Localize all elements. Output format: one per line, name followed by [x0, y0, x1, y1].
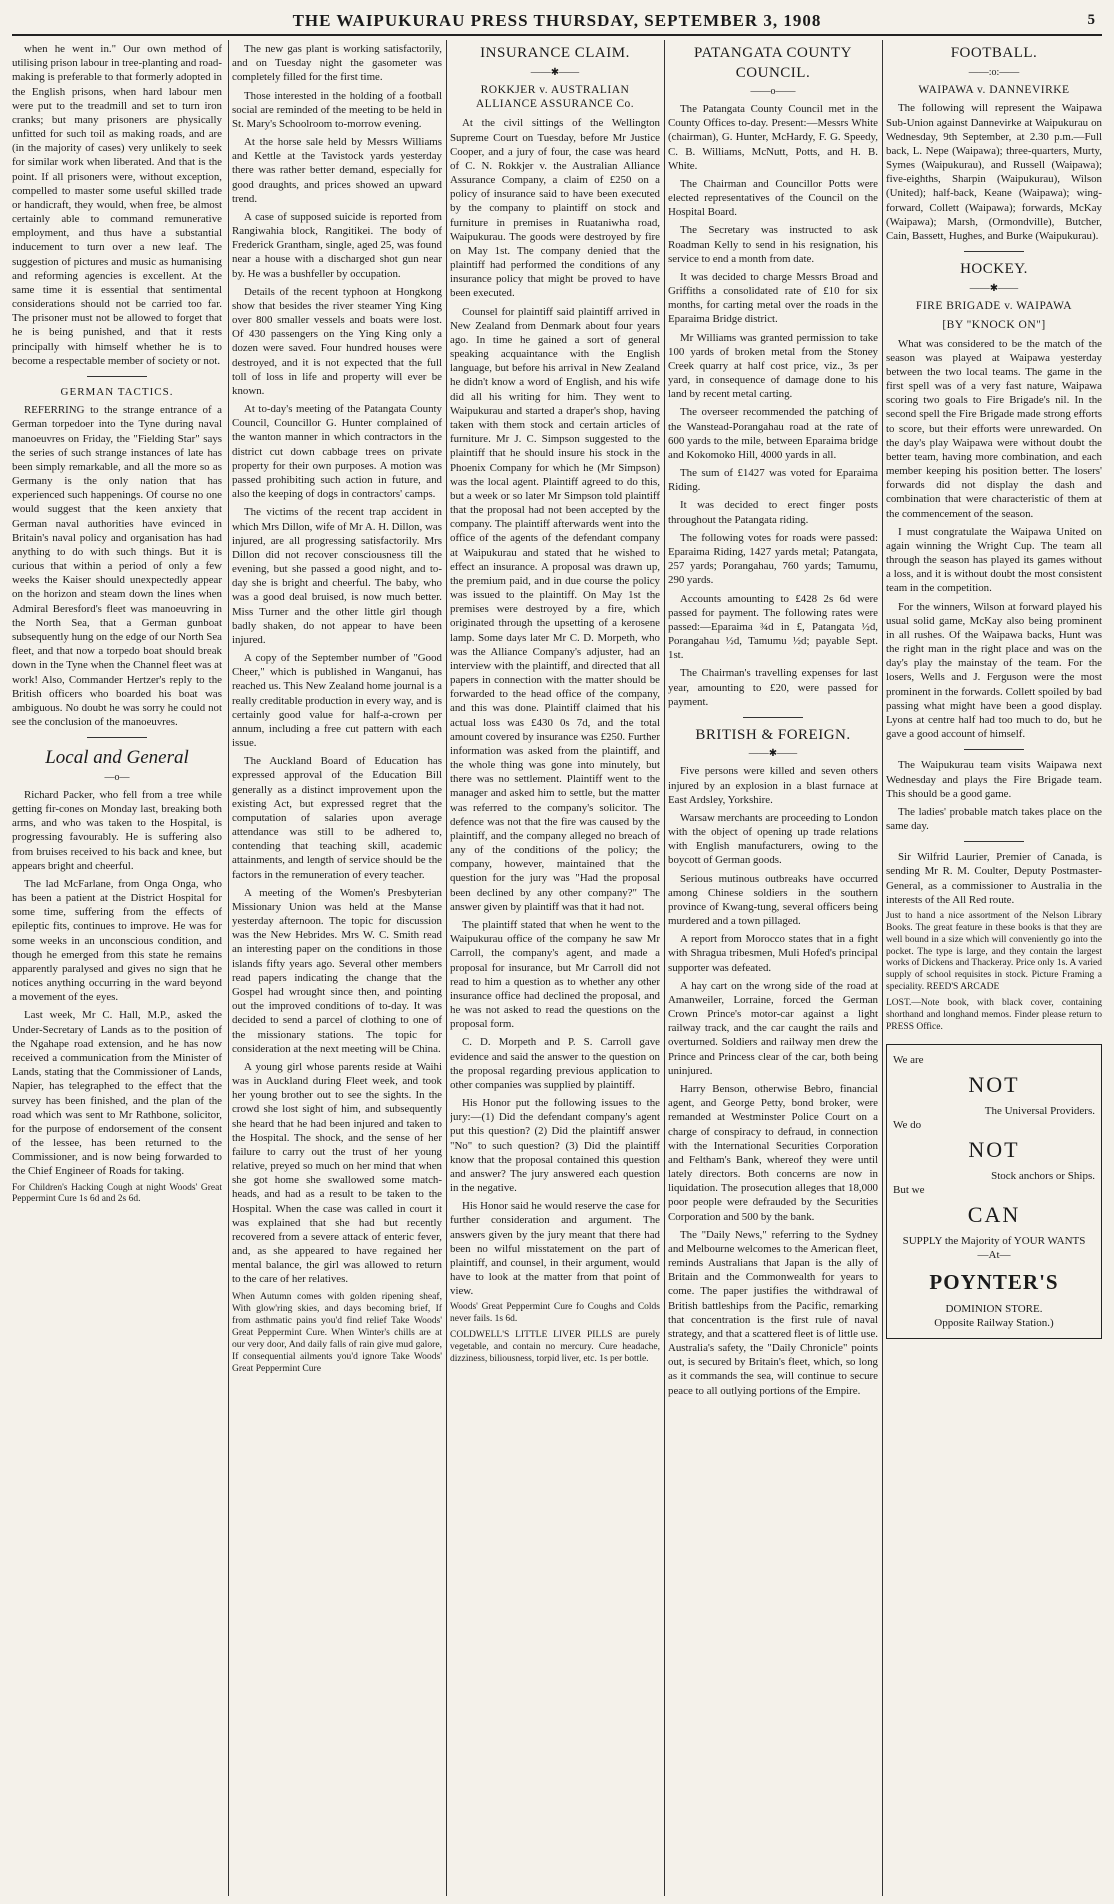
- article-paragraph: A meeting of the Women's Presbyterian Missionary Union was held at the Manse yesterday afternoon. The topic for discussion was the New Hebrides. Mrs W. C. Smith read an interesting paper on the conditions in those islands fifty years ago. Several other members read papers indicating the change that the Gospel had wrought since then, and pointing out the improved conditions of to-day. It was decided to send a parcel of clothing to one of the missionary stations. The topic for consideration at the next meeting will be China.: [232, 886, 442, 1055]
- store-name: POYNTER'S: [929, 1269, 1059, 1294]
- article-paragraph: The Auckland Board of Education has expressed approval of the Education Bill generally as a distinct improvement upon the existing Act, but expressed regret that the computation of salaries upon average attendance was still to be adhered to, contending that teaching skill, academic attainments, and length of service should be the factors in the remuneration of every teacher.: [232, 755, 442, 881]
- article-paragraph: Details of the recent typhoon at Hongkong show that besides the river steamer Ying King over 800 smaller vessels and boats were lost. Of 430 passengers on the Ying King only a dozen were saved. Four hundred houses were destroyed, and it is not expected that the full toll of loss in life and property will ever be known.: [232, 285, 442, 397]
- advertisement: For Children's Hacking Cough at night Woods' Great Peppermint Cure 1s 6d and 2s 6d.: [12, 1182, 222, 1205]
- advertisement: LOST.—Note book, with black cover, containing shorthand and longhand memos. Finder please return to PRESS Office.: [886, 998, 1102, 1032]
- article-paragraph: The Chairman and Councillor Potts were elected representatives of the Council on the Hospital Board.: [668, 177, 878, 219]
- column-3: [450, 42, 660, 1898]
- ornament: ——✱——: [969, 282, 1019, 294]
- advertisement-verse: When Autumn comes with golden ripening sheaf, With glow'ring skies, and days becoming brief, If from asthmatic pains you'd find relief Take Woods' Great Peppermint Cure. When Winter's chills are at our very door, And daily falls of rain give mud galore, If consequential ailments you'd ignore Take Woods' Great Peppermint Cure: [232, 1290, 442, 1374]
- article-heading: HOCKEY.: [960, 261, 1028, 278]
- article-paragraph: Counsel for plaintiff said plaintiff arrived in New Zealand from Denmark about four years ago. In time he gained a sort of general speaking acquaintance with the English language, but before his arrival in New Zealand he didn't know a word of English, and his wife did all his writing for him. They went to Waipukurau and started a draper's shop, having taken with them stock and certain articles of furniture. Mr J. C. Simpson suggested to the plaintiff that he should insure his stock in the Phoenix Company for which he (Mr Simpson) was the local agent. Plaintiff agreed to do this, but a week or so later Mr Simpson told plaintiff that the proposal had not been accepted by the company. The plaintiff afterwards went into the office of the agents of the defendant company at Waipukurau and stated that he wished to effect an insurance. A proposal was drawn up, the premium paid, and in due course the policy was issued to the plaintiff. On May 1st the premises were destroyed by a fire, which originated through the upsetting of a kerosene lamp. Some days later Mr C. D. Morpeth, who was the Alliance Company's adjuster, had an interview with the plaintiff, and directed that all papers in connection with the matter should be forwarded to the head office of the company, and this was done. Plaintiff claimed that his actual loss was £430 0s 7d, and the total amount covered by insurance was £250. Further information was asked from the plaintiff, and the whole thing was gone into minutely, but there was no settlement. Plaintiff went to the manager and asked him to settle, but the matter was referred to the company's solicitor. The defence was not that the fire was caused by the plaintiff, and the company alleged no breach of any of the conditions of the policy; the company, however, maintained that the question for the jury was "Had the proposal been declined by any other company?" The answer given by plaintiff was that it had not.: [450, 305, 660, 913]
- ad-line: The Universal Providers.: [984, 1104, 1095, 1117]
- article-paragraph: The "Daily News," referring to the Sydney and Melbourne welcomes to the American fleet, reminds Australians that Japan is the ally of Britain and the Commonwealth for years to come. The paper justifies the withdrawal of British battleships from the Pacific, remarking that concentration is the first rule of naval strategy, and that a scattered fleet is of little use. Australia's safety, the "Daily Chronicle" points out, is secured by Britain's fleet, which, so long as it commands the sea, will continue to secure peace to all outlying portions of the Empire.: [668, 1228, 878, 1397]
- separator: [964, 749, 1024, 750]
- article-paragraph: The new gas plant is working satisfactorily, and on Tuesday night the gasometer was completely filled for the first time.: [232, 43, 442, 84]
- ad-line: We are: [893, 1053, 924, 1066]
- article-paragraph: The following votes for roads were passed: Eparaima Riding, 1427 yards metal; Patangata, 257 yards; Porangahau, 760 yards; Tamumu, 290 yards.: [668, 531, 878, 587]
- article-paragraph: Warsaw merchants are proceeding to London with the object of opening up trade relations with English manufacturers, owing to the boycott of German goods.: [668, 811, 878, 867]
- ornament: ——:o:——: [968, 66, 1020, 78]
- advertisement: Just to hand a nice assortment of the Nelson Library Books. The great feature in these books is that they are well bound in a size which will conveniently go into the pocket. The type is large, and they contain the largest works of Dickens and Thackeray. Price only 1s. A varied supply of school requisites in stock. Picture Framing a speciality. REED'S ARCADE: [886, 910, 1102, 993]
- separator: [964, 251, 1024, 252]
- section-heading: BRITISH & FOREIGN.: [695, 726, 851, 743]
- ad-line: But we: [893, 1184, 925, 1197]
- article-paragraph: Sir Wilfrid Laurier, Premier of Canada, is sending Mr R. M. Coulter, Deputy Postmaster-General, as a commissioner to Australia in the interests of the All Red route.: [886, 851, 1102, 906]
- ad-line: SUPPLY the Majority of YOUR WANTS: [902, 1234, 1086, 1247]
- ornament: ——✱——: [748, 748, 798, 760]
- article-paragraph: The Secretary was instructed to ask Roadman Kelly to send in his resignation, his service to end a month from date.: [668, 224, 878, 265]
- article-paragraph: Mr Williams was granted permission to take 100 yards of broken metal from the Stoney Creek quarry at half cost price, viz., 3s per yard, in consequence of damage done to his land by recent metal carting.: [668, 331, 878, 401]
- article-paragraph: The lad McFarlane, from Onga Onga, who has been a patient at the District Hospital for some time, suffering from the effects of epileptic fits, continues to improve. He was for some weeks in an unconscious condition, and though he emerged from this state he remains apparently paralysed and gives no sign that he notices anything occurring in the ward beyond a movement of the eyes.: [12, 877, 222, 1004]
- article-paragraph: What was considered to be the match of the season was played at Waipawa yesterday between the two local teams. The game in the first spell was of a very fast nature, Waipawa scoring two goals to Fire Brigade's nil. In the second spell the Fire Brigade made strong efforts to score, but their efforts were unrewarded. On the day's play Waipawa were without doubt the better team, having more combination, and each member keeping his position better. The losers' forwards did not display the dash and combination that were characteristic of them at the commencement of the season.: [886, 337, 1102, 520]
- article-paragraph: The Waipukurau team visits Waipawa next Wednesday and plays the Fire Brigade team. This should be a good game.: [886, 759, 1102, 800]
- column-divider: [882, 40, 883, 1896]
- ad-emphasis: CAN: [967, 1202, 1021, 1228]
- store-subtitle: DOMINION STORE.: [945, 1302, 1043, 1315]
- article-paragraph: A hay cart on the wrong side of the road at Amanweiler, Lorraine, forced the German Crown Prince's motor-car against a light railway track, and the car caught the rails and overturned. Soldiers and railway men drew the Prince and Princess clear of the car, both being uninjured.: [668, 979, 878, 1077]
- article-paragraph: REFERRING to the strange entrance of a German torpedoer into the Tyne during naval manoeuvres on Friday, the "Fielding Star" says the series of such strange instances of late has been simply remarkable, and all the more so as Germany is the only nation that has experienced such happenings. Of course no one would suggest that the keen anxiety that German naval authorities have evinced in Britain's naval policy and organisation has had anything to do with such things. But it is curious that within a period of only a few weeks the Kaiser should unexpectedly appear on the horizon and steam down the lines when Admiral Beresford's fleet was manoeuvring in the North Sea, that a German gunboat subsequently hung on the edge of our North Sea fleet, and that now a torpedo boat should break down in the Tyne when the Channel fleet was at work! Also, Commander Hertzer's reply to the British officers who boarded his boat was ambiguous. No doubt he was sorry he could not see the conclusion of the manoeuvres.: [12, 404, 222, 729]
- article-paragraph: The victims of the recent trap accident in which Mrs Dillon, wife of Mr A. H. Dillon, was injured, are all progressing satisfactorily. Mrs Dillon did not recover consciousness till the evening, but she passed a good night, and to-day she is bright and cheerful. The baby, who was a good deal bruised, is now much better. Miss Turner and the other little girl though badly shaken, do not appear to have been injured.: [232, 506, 442, 646]
- separator: [743, 717, 803, 718]
- masthead-title: THE WAIPUKURAU PRESS THURSDAY, SEPTEMBER 3, 1908: [292, 11, 822, 30]
- article-paragraph: A report from Morocco states that in a fight with Shragua tribesmen, Muli Hofed's principal supporter was defeated.: [668, 933, 878, 974]
- article-paragraph: For the winners, Wilson at forward played his usual solid game, McKay also being prominent in all rushes. Of the Waipawa backs, Hunt was the right man in the right place and was on the day's play the mainstay of the team. For the losers, Wells and J. Ferguson were the most prominent in the forwards. Collett spoiled by bad passing what might have been a good display. Lyons at centre half had too much to do, but he gave a good account of himself.: [886, 600, 1102, 741]
- article-paragraph: Serious mutinous outbreaks have occurred among Chinese soldiers in the southern province of Kwang-tung, several officers being murdered and a town pillaged.: [668, 872, 878, 928]
- column-1: [12, 42, 222, 1898]
- article-paragraph: His Honor put the following issues to the jury:—(1) Did the defendant company's agent put this question? (2) Did the plaintiff answer "No" to such question? (3) Did the plaintiff know that the proposal contained this question and answer? The jury answered each question in the negative.: [450, 1097, 660, 1195]
- separator: [964, 841, 1024, 842]
- separator: [87, 376, 147, 377]
- article-paragraph: The overseer recommended the patching of the Wanstead-Porangahau road at the rate of 600 yards to the mile, between Eparaima bridge and Kokomoko Hill, 4000 yards in all.: [668, 406, 878, 461]
- article-paragraph: At to-day's meeting of the Patangata County Council, Councillor G. Hunter complained of the wanton manner in which contractors in the district cut down cabbage trees on private property for their own purposes. A motion was passed prohibiting such action in future, and also the keeping of dogs in contractors' camps.: [232, 403, 442, 501]
- top-rule: [12, 34, 1102, 36]
- article-paragraph: His Honor said he would reserve the case for further consideration and argument. The answers given by the jury meant that there had been no wilful misstatement on the part of plaintiff, and counsel, in their argument, would have to look at the matter from that point of view.: [450, 1200, 660, 1298]
- article-paragraph: Richard Packer, who fell from a tree while getting fir-cones on Monday last, breaking both arms, and who was taken to the Hospital, is progressing favourably. He is suffering also from bruises received to his back and knee, but appears bright and cheerful.: [12, 788, 222, 872]
- ad-emphasis: NOT: [968, 1137, 1020, 1163]
- article-heading: GERMAN TACTICS.: [60, 385, 174, 398]
- page-number: 5: [1087, 12, 1096, 28]
- article-paragraph: The Patangata County Council met in the County Offices to-day. Present:—Messrs White (chairman), G. Hunter, McHardy, F. G. Speedy, C. B. Williams, McNutt, Potts, and H. B. White.: [668, 103, 878, 172]
- column-divider: [446, 40, 447, 1896]
- article-heading: INSURANCE CLAIM.: [480, 45, 630, 61]
- separator: [87, 737, 147, 738]
- store-location: Opposite Railway Station.): [934, 1317, 1054, 1330]
- article-paragraph: It was decided to charge Messrs Broad and Griffiths a consolidated rate of £10 for six months, for carting metal over the roads in the Eparaima Bridge district.: [668, 270, 878, 326]
- ornament: —o—: [104, 771, 130, 783]
- byline: [BY "KNOCK ON"]: [942, 318, 1046, 331]
- article-subheading: FIRE BRIGADE v. WAIPAWA: [915, 299, 1073, 312]
- column-4: [668, 42, 878, 1898]
- article-paragraph: It was decided to erect finger posts throughout the Patangata riding.: [668, 499, 878, 526]
- article-paragraph: Last week, Mr C. Hall, M.P., asked the Under-Secretary of Lands as to the position of the Ngahape road extension, and he has now received a communication from the Minister of Lands, stating that the Commissioner of Lands, Napier, has telegraphed to the effect that the survey has been finished, and the plan of the road which was sent to Mr Rathbone, solicitor, for the purpose of endorsement of the consent of the lessee, has been returned to the Commissioner, and is now being forwarded to the Chief Engineer of Roads for taking.: [12, 1009, 222, 1178]
- article-paragraph: A case of supposed suicide is reported from Rangiwahia block, Rangitikei. The body of Frederick Grantham, single, aged 25, was found near a house with a discharged shot gun near by. He was a bushfeller by occupation.: [232, 210, 442, 280]
- article-paragraph: I must congratulate the Waipawa United on again winning the Wright Cup. The team all through the season has played its games without a loss, and it is without doubt the most consistent team in the competition.: [886, 525, 1102, 595]
- masthead: [0, 10, 1114, 32]
- article-paragraph: Harry Benson, otherwise Bebro, financial agent, and George Petty, bond broker, were remanded at Westminster Police Court on a charge of conspiracy to defraud, in connection with the International Securities Corporation and Feltham's Bank, whereof they were until lately directors. Both concerns are now in liquidation. The prosecution alleges that 18,000 poor people were defrauded by the Securities Corporation and 500 by the bank.: [668, 1082, 878, 1223]
- article-paragraph: Five persons were killed and seven others injured by an explosion in a blast furnace at East Ardsley, Yorkshire.: [668, 765, 878, 806]
- article-paragraph: Those interested in the holding of a football social are reminded of the meeting to be held in St. Mary's Schoolroom to-morrow evening.: [232, 89, 442, 130]
- article-paragraph: The ladies' probable match takes place on the same day.: [886, 805, 1102, 833]
- poynters-advertisement: [886, 1044, 1102, 1340]
- article-paragraph: when he went in." Our own method of utilising prison labour in tree-planting and road-making is preferable to that formerly adopted in the English prisons, when hard labour men were put to the treadmill and set to turn iron cranks; but many prisoners are physically unfitted for such toil as making roads, and are (in the majority of cases) very unlikely to seek for similar work when liberated. And that is the point. If all prisoners were, without exception, compelled to master some useful skilled trade or handicraft, they would, when free, be almost certainly able to command remunerative employment, and thus have a substantial inducement to turn over a new leaf. The suggestion of pictures and music as humanising and reforming agencies is excellent. At the same time it is essential that sentimental considerations should not be carried too far. The prisoner must not be allowed to forget that he is being punished, and that it rests principally with himself whether he is to become a respectable member of society or not.: [12, 43, 222, 367]
- ad-line: —At—: [977, 1249, 1011, 1262]
- article-paragraph: The sum of £1427 was voted for Eparaima Riding.: [668, 467, 878, 494]
- article-paragraph: At the civil sittings of the Wellington Supreme Court on Tuesday, before Mr Justice Cooper, and a jury of four, the case was heard of C. N. Rokkjer v. the Australian Alliance Assurance Company, a claim of £250 on a policy of insurance said to have been executed by the company to plaintiff on stock and furniture in premises in Ruataniwha road, Waipukurau. The goods were destroyed by fire on May 1st. The company denied that the plaintiff had performed the conditions of any insurance policy that might be proved to have been executed.: [450, 117, 660, 300]
- column-2: [232, 42, 442, 1898]
- advertisement: Woods' Great Peppermint Cure fo Coughs and Colds never fails. 1s 6d.: [450, 1302, 660, 1325]
- article-paragraph: The Chairman's travelling expenses for last year, amounting to £20, were passed for payment.: [668, 667, 878, 708]
- article-subheading: WAIPAWA v. DANNEVIRKE: [918, 83, 1070, 96]
- article-paragraph: At the horse sale held by Messrs Williams and Kettle at the Tavistock yards yesterday there was rather better demand, especially for good draughts, and prices showed an upward trend.: [232, 136, 442, 205]
- ad-line: We do: [893, 1118, 922, 1131]
- ad-line: Stock anchors or Ships.: [991, 1169, 1095, 1182]
- article-subheading: ROKKJER v. AUSTRALIAN ALLIANCE ASSURANCE Co.: [475, 83, 635, 111]
- article-paragraph: C. D. Morpeth and P. S. Carroll gave evidence and said the answer to the question on the proposal regarding previous application to other companies was supplied by plaintiff.: [450, 1036, 660, 1091]
- article-paragraph: A young girl whose parents reside at Waihi was in Auckland during Fleet week, and took her young brother out to see the sights. In the crowd she lost sight of him, and subsequently she heard that he had been injured and taken to the Hospital. The shock, and the sense of her failure to carry out the trust of her young relative, preyed so much on her mind that when she got home she swallowed some match-heads, and had as a result to be taken to the Hospital. When the case was called in court it was explained that she had but recently recovered from a severe attack of enteric fever, and, as she appeared to have regained her mental balance, the girl was allowed to return to the care of her relatives.: [232, 1060, 442, 1286]
- article-paragraph: Accounts amounting to £428 2s 6d were passed for payment. The following rates were passed:—Eparaima ¾d in £, Patangata ½d, Porangahau ½d, Tamumu ½d; payable Sept. 1st.: [668, 592, 878, 662]
- section-heading: Local and General: [45, 747, 189, 769]
- article-paragraph: The following will represent the Waipawa Sub-Union against Dannevirke at Waipukurau on Wednesday, 9th September, at 2.30 p.m.—Full back, L. Nepe (Waipawa); three-quarters, Murty, Symes (Waipukurau), and Russell (Waipawa); five-eighths, Sharpin (Waipukurau), Wilson (United); half-back, Keane (Waipawa); wing-forward, Collett (Waipawa); forwards, McKay (Waipawa); Marsh, (Ormondville), Butcher, Cain, Bassett, Hughes, and Burke (Waipukurau).: [886, 102, 1102, 242]
- article-heading: FOOTBALL.: [950, 45, 1038, 61]
- column-divider: [228, 40, 229, 1896]
- column-5: [886, 42, 1102, 1898]
- column-divider: [664, 40, 665, 1896]
- ad-emphasis: NOT: [968, 1071, 1020, 1097]
- article-paragraph: The plaintiff stated that when he went to the Waipukurau office of the company he saw Mr Carroll, the company's agent, and made a proposal for insurance, but Mr Carroll did not read to him a question as to whether any other insurance office had declined the proposal, and he was not asked to read the questions on the proposal form.: [450, 919, 660, 1031]
- advertisement: COLDWELL'S LITTLE LIVER PILLS are purely vegetable, and contain no mercury. Cure headache, dizziness, biliousness, torpid liver, etc. 1s per bottle.: [450, 1330, 660, 1364]
- article-paragraph: A copy of the September number of "Good Cheer," which is published in Wanganui, has reached us. This New Zealand home journal is a really creditable production in every way, and is certainly good value for half-a-crown per annum, including a free cut pattern with each issue.: [232, 652, 442, 750]
- ornament: ——o——: [750, 86, 796, 97]
- ornament: ——✱——: [530, 66, 580, 78]
- article-heading: PATANGATA COUNTY COUNCIL.: [694, 45, 852, 81]
